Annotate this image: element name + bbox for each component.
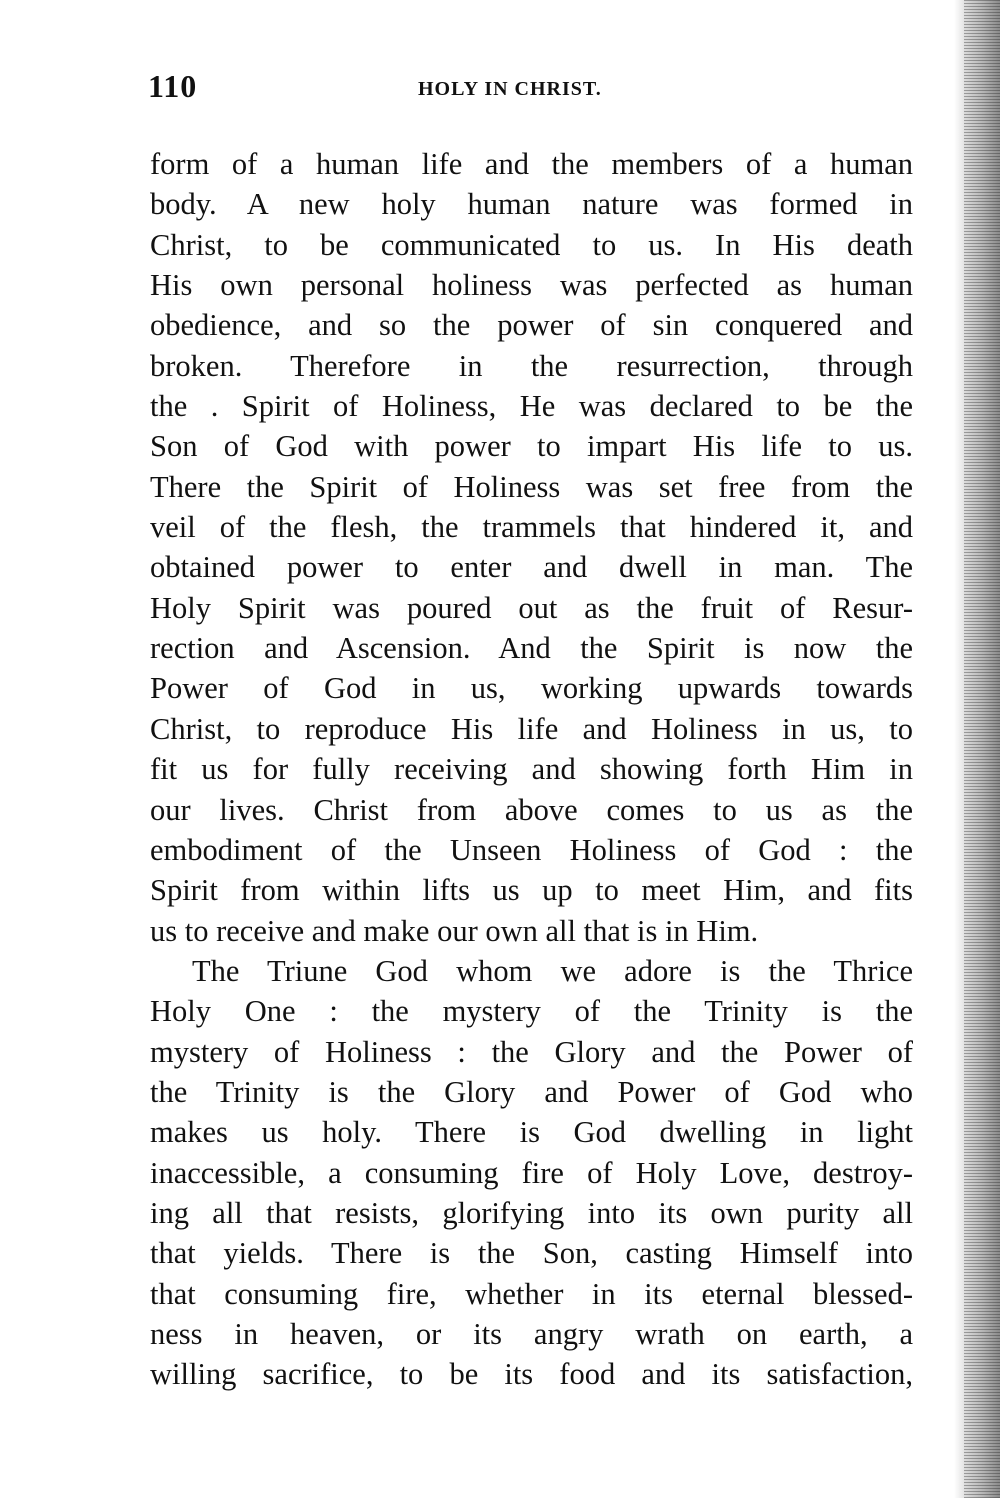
text-line: rection and Ascension. And the Spirit is now the (150, 631, 913, 666)
text-line: ing all that resists, glorifying into its own purity all (150, 1195, 913, 1230)
text-line: makes us holy. There is God dwelling in light (150, 1115, 913, 1150)
text-line: ness in heaven, or its angry wrath on earth, a (150, 1316, 913, 1351)
text-line: His own personal holiness was perfected as human (150, 268, 913, 303)
text-line: that consuming fire, whether in its eternal blessed- (150, 1276, 913, 1311)
text-line: that yields. There is the Son, casting Himself into (150, 1236, 913, 1271)
text-line: veil of the flesh, the trammels that hindered it, and (150, 510, 913, 545)
text-line: Power of God in us, working upwards towards (150, 671, 913, 706)
text-line: Holy One : the mystery of the Trinity is the (150, 994, 913, 1029)
text-line: Spirit from within lifts us up to meet Him, and fits (150, 873, 913, 908)
text-line: Son of God with power to impart His life to us. (150, 429, 913, 464)
running-head (148, 68, 913, 108)
page-gutter-shadow (954, 0, 964, 1498)
text-line: inaccessible, a consuming fire of Holy Love, destroy- (150, 1155, 913, 1190)
page-number: 110 (148, 68, 198, 104)
text-line: willing sacrifice, to be its food and its satisfaction, (150, 1357, 913, 1392)
text-line: us to receive and make our own all that is in Him. (150, 913, 759, 948)
text-line: embodiment of the Unseen Holiness of God : the (150, 832, 913, 867)
body-text (150, 144, 913, 1395)
text-line: Holy Spirit was poured out as the fruit of Resur- (150, 590, 913, 625)
text-line: the . Spirit of Holiness, He was declared to be the (150, 389, 913, 424)
text-line: Christ, to be communicated to us. In His death (150, 227, 913, 262)
running-title: HOLY IN CHRIST. (418, 78, 602, 100)
text-line: fit us for fully receiving and showing forth Him in (150, 752, 913, 787)
page-gutter (964, 0, 1000, 1498)
text-line: The Triune God whom we adore is the Thrice (192, 953, 913, 988)
text-line: obtained power to enter and dwell in man. The (150, 550, 913, 585)
text-line: There the Spirit of Holiness was set free from the (150, 469, 913, 504)
text-line: form of a human life and the members of a human (150, 147, 913, 181)
text-line: our lives. Christ from above comes to us as the (150, 792, 913, 827)
text-line: obedience, and so the power of sin conquered and (150, 308, 913, 343)
text-line: mystery of Holiness : the Glory and the Power of (150, 1034, 913, 1069)
text-line: the Trinity is the Glory and Power of God who (150, 1074, 913, 1109)
text-line: Christ, to reproduce His life and Holiness in us, to (150, 711, 913, 746)
text-line: broken. Therefore in the resurrection, through (150, 348, 913, 383)
text-line: body. A new holy human nature was formed in (150, 187, 913, 222)
